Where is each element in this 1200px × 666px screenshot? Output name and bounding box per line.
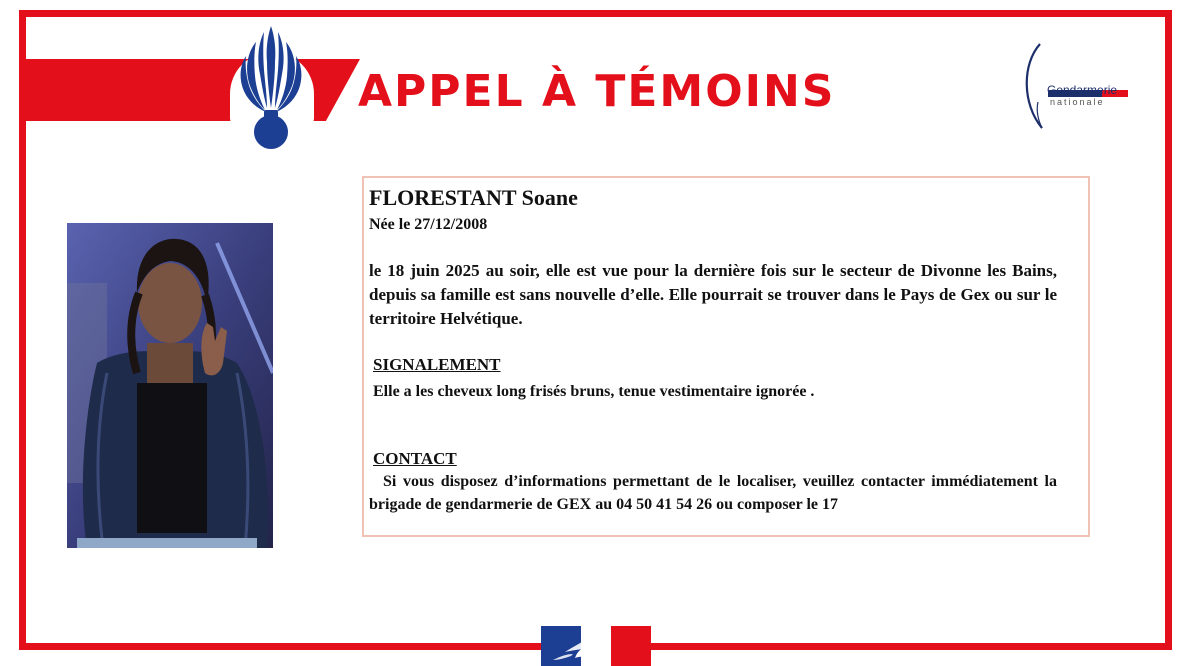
footer-line-left: [19, 643, 531, 650]
disappearance-description: le 18 juin 2025 au soir, elle est vue pour la dernière fois sur le secteur de Divonne les Bains, depuis sa famille est sans nouvelle d’elle. Elle pourrait se trouver dans le Pays de Gex ou sur le territoire Helvétique.: [369, 261, 1057, 328]
signalement-heading: SIGNALEMENT: [373, 355, 501, 374]
flaming-grenade-icon: [236, 24, 306, 150]
contact-text: Si vous disposez d’informations permettant de le localiser, veuillez contacter immédiatement la brigade de gendarmerie de GEX au 04 50 41 54 26 ou composer le 17: [369, 473, 1057, 513]
person-name: FLORESTANT Soane: [369, 185, 578, 210]
gendarmerie-logo-name: Gendarmerie: [1047, 83, 1118, 97]
information-box: [362, 176, 1090, 537]
missing-person-photo: [67, 223, 273, 548]
page-title: APPEL À TÉMOINS: [358, 66, 836, 117]
gendarmerie-logo-subtitle: nationale: [1050, 97, 1105, 107]
signalement-text: Elle a les cheveux long frisés bruns, tenue vestimentaire ignorée .: [373, 383, 815, 400]
marianne-logo-icon: [541, 626, 651, 666]
contact-heading: CONTACT: [373, 449, 457, 468]
footer-line-right: [662, 643, 1172, 650]
birth-date: Née le 27/12/2008: [369, 216, 488, 233]
